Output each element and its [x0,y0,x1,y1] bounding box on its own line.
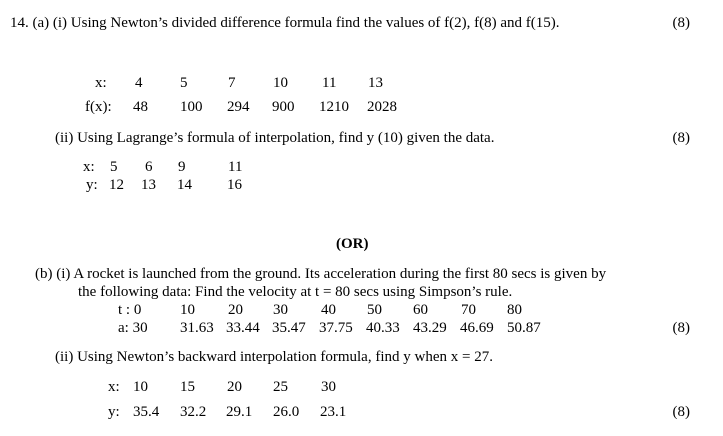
table-a-ii-x-cell: 6 [145,159,153,175]
table-a-i-x-cell: 5 [180,75,188,91]
table-b-ii-x-cell: 15 [180,379,195,395]
table-b-i-a-cell: 33.44 [226,320,260,336]
table-a-ii-y-cell: 12 [109,177,124,193]
question-14b-ii-marks: (8) [672,404,690,420]
table-b-ii-x-cell: 30 [321,379,336,395]
table-a-i-x-cell: 7 [228,75,236,91]
table-b-ii-y-cell: 35.4 [133,404,160,420]
table-b-i-t-cell: 20 [228,302,243,318]
table-a-i-f-cell: 2028 [367,99,397,115]
table-a-i-f-cell: 900 [272,99,295,115]
table-a-i-f-label: f(x): [85,99,112,115]
table-a-ii-x-cell: 9 [178,159,186,175]
table-b-ii-x-cell: 20 [227,379,242,395]
table-a-ii-y-cell: 16 [227,177,242,193]
table-b-ii-y-cell: 23.1 [320,404,347,420]
table-a-ii-x-cell: 11 [228,159,243,175]
table-b-i-t-cell: 80 [507,302,522,318]
question-14a-i-marks: (8) [672,15,690,31]
table-b-i-a-cell: 50.87 [507,320,541,336]
question-14a-i-text: 14. (a) (i) Using Newton’s divided difference formula find the values of f(2), f(8) and f(15). [10,15,560,31]
table-b-i-a-cell: 40.33 [366,320,400,336]
table-b-i-t-cell: 10 [180,302,195,318]
table-b-i-t-cell: 60 [413,302,428,318]
question-14a-ii-marks: (8) [672,130,690,146]
table-b-ii-x-cell: 25 [273,379,288,395]
table-a-ii-x-label: x: [83,159,95,175]
table-b-i-a-cell: 35.47 [272,320,306,336]
table-a-i-f-cell: 100 [180,99,203,115]
table-b-ii-y-cell: 32.2 [180,404,207,420]
table-a-i-x-cell: 11 [322,75,337,91]
or-separator: (OR) [336,236,369,252]
table-b-ii-y-cell: 26.0 [273,404,300,420]
table-b-ii-x-label: x: [108,379,120,395]
table-a-i-x-cell: 10 [273,75,288,91]
table-a-ii-y-cell: 14 [177,177,192,193]
table-b-i-a-cell: 31.63 [180,320,214,336]
table-b-ii-y-cell: 29.1 [226,404,253,420]
question-14b-i-text-line1: (b) (i) A rocket is launched from the ground. Its acceleration during the first 80 secs is given by [35,266,607,282]
table-b-i-a-label: a: 30 [118,320,148,336]
table-b-i-a-cell: 46.69 [460,320,494,336]
table-b-i-t-label: t : 0 [118,302,142,318]
table-a-i-f-cell: 48 [133,99,148,115]
table-b-i-t-cell: 30 [273,302,288,318]
table-a-ii-x-cell: 5 [110,159,118,175]
table-a-i-x-cell: 13 [368,75,383,91]
question-14a-ii-text: (ii) Using Lagrange’s formula of interpolation, find y (10) given the data. [55,130,495,146]
table-b-ii-y-label: y: [108,404,120,420]
table-a-ii-y-cell: 13 [141,177,156,193]
table-b-ii-x-cell: 10 [133,379,148,395]
table-a-i-f-cell: 294 [227,99,250,115]
question-14b-i-marks: (8) [672,320,690,336]
question-14b-i-text-line2: the following data: Find the velocity at t = 80 secs using Simpson’s rule. [78,284,513,300]
table-b-i-t-cell: 70 [461,302,476,318]
table-b-i-t-cell: 50 [367,302,382,318]
table-b-i-t-cell: 40 [321,302,336,318]
table-a-ii-y-label: y: [86,177,98,193]
table-a-i-x-label: x: [95,75,107,91]
table-a-i-x-cell: 4 [135,75,143,91]
table-b-i-a-cell: 37.75 [319,320,353,336]
table-b-i-a-cell: 43.29 [413,320,447,336]
table-a-i-f-cell: 1210 [319,99,349,115]
question-14b-ii-text: (ii) Using Newton’s backward interpolation formula, find y when x = 27. [55,349,493,365]
